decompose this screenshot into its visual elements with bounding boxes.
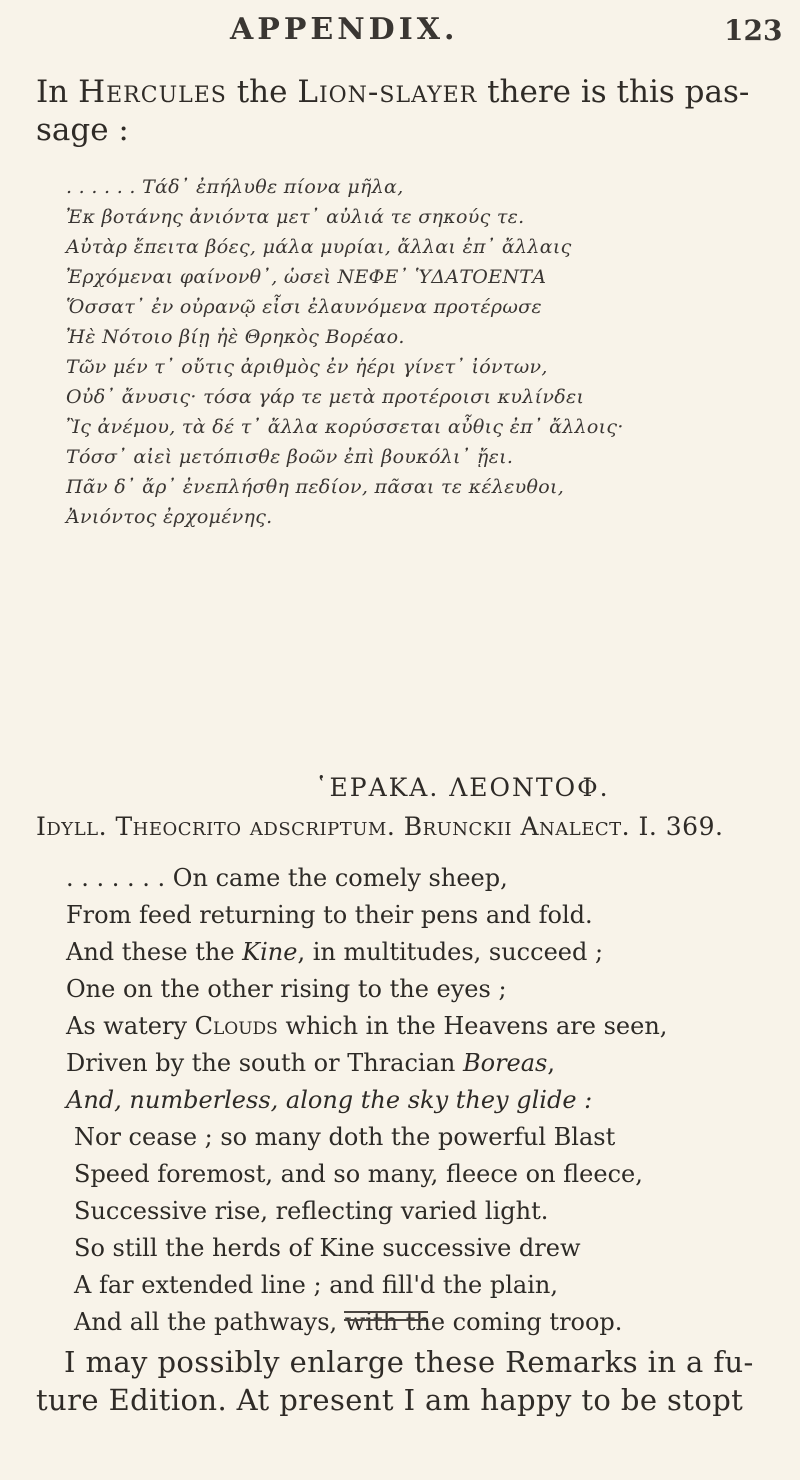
greek-line: Τόσσ᾽ αἰεὶ μετόπισθε βοῶν ἐπὶ βουκόλι᾽ ᾔει. xyxy=(66,446,514,468)
intro-line2: sage : xyxy=(36,112,129,148)
intro-subtitle: Lion-slayer xyxy=(297,74,478,110)
verse-line: Successive rise, reflecting varied light. xyxy=(74,1197,549,1225)
remarks-line: ture Edition. At present I am happy to be stopt xyxy=(36,1383,744,1417)
greek-line: Ἲς ἀνέμου, τὰ δέ τ᾽ ἄλλα κορύσσεται αὖθις ἐπ᾽ ἄλλοις· xyxy=(66,416,624,438)
greek-line: . . . . . . Τάδ᾽ ἐπήλυθε πίονα μῆλα, xyxy=(66,176,404,198)
page-number: 123 xyxy=(724,14,783,47)
page-header xyxy=(0,0,800,60)
greek-line: Ἐρχόμεναι φαίνονθ᾽, ὡσεὶ ΝΕΦΕ᾽ ὙΔΑΤΟΕΝΤΑ xyxy=(66,266,547,288)
english-verse xyxy=(66,860,786,1341)
greek-line: Ἐκ βοτάνης ἀνιόντα μετ᾽ αὐλιά τε σηκούς τε. xyxy=(66,206,525,228)
greek-line: Ὅσσατ᾽ ἐν οὐρανῷ εἶσι ἐλαυνόμενα προτέρωσε xyxy=(66,296,542,318)
greek-line: Οὐδ᾽ ἄνυσις· τόσα γάρ τε μετὰ προτέροισι κυλίνδει xyxy=(66,386,585,408)
greek-line: Ἀνιόντος ἐρχομένης. xyxy=(66,506,273,528)
intro-prefix: In xyxy=(36,74,69,110)
greek-line: Τῶν μέν τ᾽ οὔτις ἀριθμὸς ἐν ἠέρι γίνετ᾽ ἰόντων, xyxy=(66,356,548,378)
greek-quotation xyxy=(66,172,766,532)
source-citation: Idyll. Theocrito adscriptum. Brunckii Analect. I. 369. xyxy=(36,812,724,841)
verse-line: As watery Clouds which in the Heavens are seen, xyxy=(66,1012,668,1040)
verse-line: From feed returning to their pens and fold. xyxy=(66,901,593,929)
running-head: APPENDIX. xyxy=(230,12,459,47)
verse-line: And these the Kine, in multitudes, succeed ; xyxy=(66,938,604,966)
verse-line: A far extended line ; and fill'd the plain, xyxy=(74,1271,558,1299)
verse-line: . . . . . . . On came the comely sheep, xyxy=(66,864,508,892)
remarks-line: I may possibly enlarge these Remarks in a fu- xyxy=(64,1345,754,1379)
verse-line: Nor cease ; so many doth the powerful Blast xyxy=(74,1123,616,1151)
verse-line: And all the pathways, with the coming troop. xyxy=(74,1308,623,1336)
intro-middle: the xyxy=(236,74,288,110)
verse-line: Driven by the south or Thracian Boreas, xyxy=(66,1049,556,1077)
verse-line: One on the other rising to the eyes ; xyxy=(66,975,507,1003)
verse-line: So still the herds of Kine successive drew xyxy=(74,1234,581,1262)
intro-paragraph xyxy=(36,73,771,149)
verse-line: Speed foremost, and so many, fleece on fleece, xyxy=(74,1160,643,1188)
section-divider xyxy=(344,1311,428,1321)
closing-remarks xyxy=(36,1343,776,1419)
verse-line: And, numberless, along the sky they glide : xyxy=(66,1086,593,1114)
greek-line: Αὐτὰρ ἔπειτα βόες, μάλα μυρίαι, ἄλλαι ἐπ᾽ ἄλλαις xyxy=(66,236,572,258)
greek-attribution: ῾ΕΡΑΚΑ. ΛΕΟΝΤΟΦ. xyxy=(315,773,610,802)
greek-line: Ἠὲ Νότοιο βίῃ ἠὲ Θρηκὸς Βορέαο. xyxy=(66,326,405,348)
intro-rest: there is this pas- xyxy=(487,74,750,110)
intro-hero: Hercules xyxy=(78,74,227,110)
greek-line: Πᾶν δ᾽ ἄρ᾽ ἐνεπλήσθη πεδίον, πᾶσαι τε κέλευθοι, xyxy=(66,476,565,498)
